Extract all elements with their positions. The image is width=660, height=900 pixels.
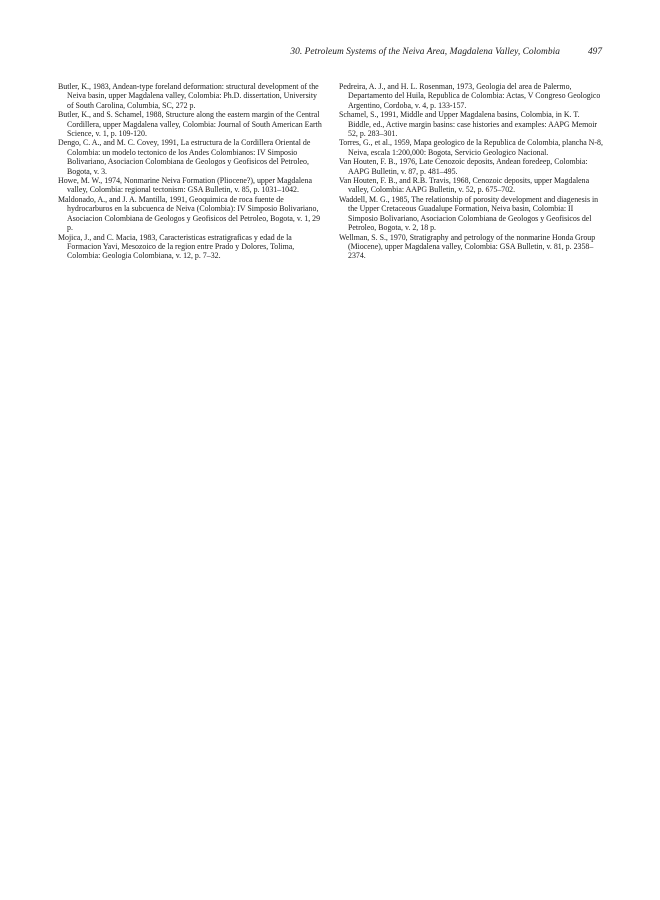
reference-entry: Van Houten, F. B., and R.B. Travis, 1968, Cenozoic deposits, upper Magdalena valley, Colombia: AAPG Bulletin, v. 52, p. 675–702. bbox=[339, 176, 590, 195]
page-header bbox=[58, 47, 604, 61]
reference-entry: Wellman, S. S., 1970, Stratigraphy and petrology of the nonmarine Honda Group (Miocene), upper Magdalena valley, Colombia: GSA Bulletin, v. 81, p. 2358–2374. bbox=[339, 232, 596, 261]
reference-entry: Schamel, S., 1991, Middle and Upper Magdalena basins, Colombia, in K. T. Biddle, ed., Active margin basins: case histories and examples: AAPG Memoir 52, p. 283–301. bbox=[339, 110, 598, 139]
reference-entry: Butler, K., 1983, Andean-type foreland deformation: structural development of the Neiva basin, upper Magdalena valley, Colombia: Ph.D. dissertation, University of South Carolina, Columbia, SC, 272 p. bbox=[58, 82, 319, 110]
references-right-column bbox=[339, 82, 604, 261]
running-title: 30. Petroleum Systems of the Neiva Area, Magdalena Valley, Colombia bbox=[290, 47, 560, 57]
reference-entry: Torres, G., et al., 1959, Mapa geologico de la Republica de Colombia, plancha N-8, Neiva, escala 1:200,000: Bogota, Servicio Geologico Nacional. bbox=[339, 138, 603, 157]
reference-entry: Mojica, J., and C. Macia, 1983, Caracteristicas estratigraficas y edad de la Formacion Yavi, Mesozoico de la region entre Prado y Dolores, Tolima, Colombia: Geologia Colombiana, v. 12, p. 7–32. bbox=[58, 232, 295, 261]
reference-entry: Waddell, M. G., 1985, The relationship of porosity development and diagenesis in the Upper Cretaceous Guadalupe Formation, Neiva basin, Colombia: II Simposio Bolivariano, Asociacion Colombiana de Geologos y Geofisicos del Petroleo, Bogota, v. 2, 18 p. bbox=[339, 194, 599, 233]
page-number: 497 bbox=[587, 47, 602, 57]
reference-entry: Butler, K., and S. Schamel, 1988, Structure along the eastern margin of the Central Cordillera, upper Magdalena valley, Colombia: Journal of South American Earth Science, v. 1, p. 109-120. bbox=[58, 110, 322, 139]
reference-entry: Howe, M. W., 1974, Nonmarine Neiva Formation (Pliocene?), upper Magdalena valley, Colombia: regional tectonism: GSA Bulletin, v. 85, p. 1031–1042. bbox=[58, 176, 312, 195]
reference-entry: Pedreira, A. J., and H. L. Rosenman, 1973, Geologia del area de Palermo, Departamento del Huila, Republica de Colombia: Actas, V Congreso Geologico Argentino, Cordoba, v. 4, p. 133-157. bbox=[339, 82, 601, 110]
reference-entry: Dengo, C. A., and M. C. Covey, 1991, La estructura de la Cordillera Oriental de Colombia: un modelo tectonico de los Andes Colombianos: IV Simposio Bolivariano, Asociacion Colombiana de Geologos y Geofisicos del Petroleo, Bogota, v. 3. bbox=[58, 138, 311, 176]
references-left-column bbox=[58, 82, 323, 261]
reference-entry: Van Houten, F. B., 1976, Late Cenozoic deposits, Andean foredeep, Colombia: AAPG Bulletin, v. 87, p. 481–495. bbox=[339, 157, 588, 176]
reference-entry: Maldonado, A., and J. A. Mantilla, 1991, Geoquimica de roca fuente de hydrocarburos en la subcuenca de Neiva (Colombia): IV Simposio Bolivariano, Asociacion Colombiana de Geologos y Geofisicos del Petroleo, Bogota, v. 1, 29 p. bbox=[58, 194, 321, 233]
